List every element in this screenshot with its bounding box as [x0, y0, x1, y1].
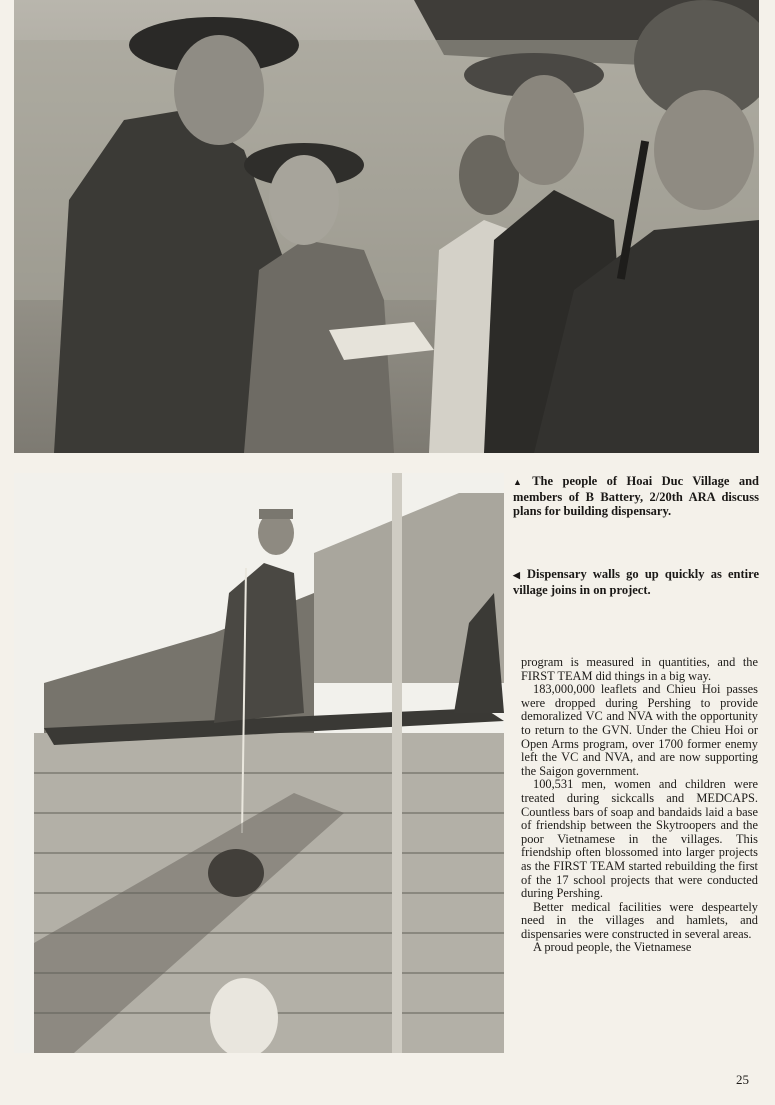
article-paragraph: program is measured in quantities, and the FIRST TEAM did things in a big way.: [521, 655, 758, 683]
article-paragraph: Better medical facilities were despeartely need in the villages and hamlets, and dispensaries were constructed in several areas.: [521, 899, 758, 941]
photo-village-meeting: [14, 0, 759, 453]
article-column: [521, 656, 758, 955]
caption-arrow-left-icon: ◀: [513, 570, 523, 580]
article-paragraph: A proud people, the Vietnamese: [533, 940, 692, 955]
photo-dispensary-construction-image: [14, 473, 504, 1053]
photo-caption-bottom: [513, 567, 759, 597]
caption-arrow-up-icon: ▲: [513, 477, 529, 487]
photo-dispensary-construction: [14, 473, 504, 1053]
caption-text: The people of Hoai Duc Village and members of B Battery, 2/20th ARA discuss plans for building dispensary.: [513, 474, 759, 518]
photo-village-meeting-image: [14, 0, 759, 453]
article-paragraph: 183,000,000 leaflets and Chieu Hoi passes were dropped during Pershing to provide demoralized VC and NVA with the opportunity to return to the GVN. Under the Chieu Hoi or Open Arms program, over 1700 former enemy left the VC and NVA, and are now supporting the Saigon government.: [521, 682, 758, 778]
page-number: 25: [736, 1072, 749, 1087]
caption-text: Dispensary walls go up quickly as entire village joins in on project.: [513, 567, 759, 597]
article-paragraph: 100,531 men, women and children were treated during sickcalls and MEDCAPS. Countless bars of soap and bandaids laid a base of friendship between the Skytroopers and the poor Vietnamese in the villages. This friendship often blossomed into larger projects as the FIRST TEAM started rebuilding the first of the 17 school projects that were conducted during Pershing.: [521, 777, 758, 901]
photo-caption-top: [513, 474, 759, 519]
